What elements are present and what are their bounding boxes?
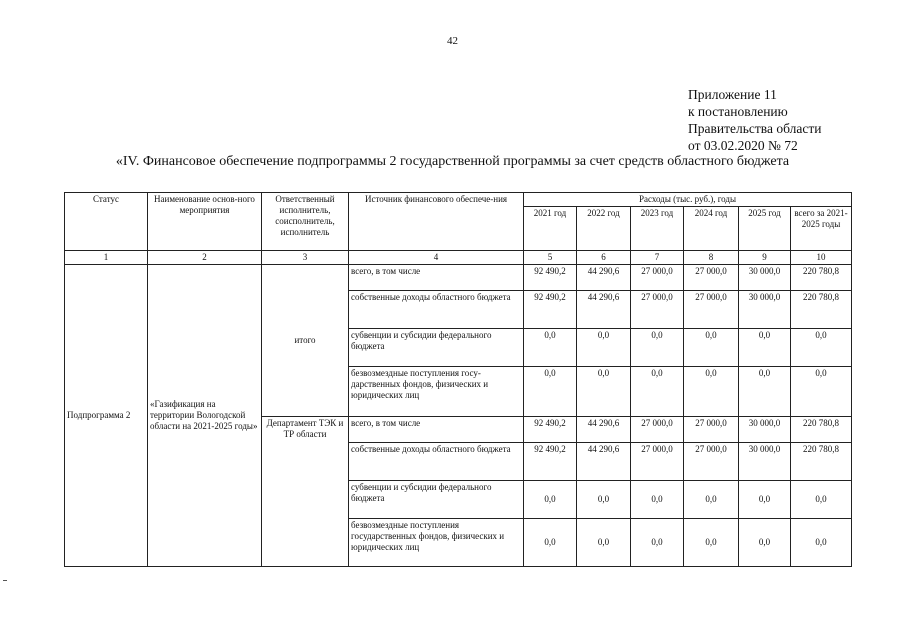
value-cell: 27 000,0 (684, 291, 739, 329)
source-cell: субвенции и субсидии федерального бюджета (349, 481, 524, 519)
value-cell: 30 000,0 (739, 417, 791, 443)
appendix-line: Приложение 11 (688, 87, 777, 102)
source-cell: всего, в том числе (349, 417, 524, 443)
value-cell: 0,0 (739, 367, 791, 417)
header-total: всего за 2021-2025 годы (791, 207, 852, 251)
value-cell: 0,0 (524, 367, 577, 417)
value-cell: 0,0 (684, 481, 739, 519)
value-cell: 0,0 (684, 519, 739, 567)
value-cell: 27 000,0 (684, 417, 739, 443)
table-row (65, 265, 852, 291)
source-cell: безвозмездные поступления государственных фондов, физических и юридических лиц (349, 519, 524, 567)
value-cell: 0,0 (524, 519, 577, 567)
value-cell: 27 000,0 (631, 291, 684, 329)
value-cell: 0,0 (631, 367, 684, 417)
column-number: 8 (684, 251, 739, 265)
value-cell: 0,0 (791, 481, 852, 519)
value-cell: 0,0 (577, 519, 631, 567)
column-number: 7 (631, 251, 684, 265)
budget-table (64, 192, 852, 567)
value-cell: 0,0 (631, 519, 684, 567)
value-cell: 30 000,0 (739, 291, 791, 329)
value-cell: 0,0 (684, 329, 739, 367)
header-year-2023: 2023 год (631, 207, 684, 251)
header-expenses: Расходы (тыс. руб.), годы (524, 193, 852, 207)
value-cell: 92 490,2 (524, 443, 577, 481)
value-cell: 0,0 (631, 481, 684, 519)
header-year-2025: 2025 год (739, 207, 791, 251)
header-year-2024: 2024 год (684, 207, 739, 251)
value-cell: 44 290,6 (577, 265, 631, 291)
column-number: 3 (262, 251, 349, 265)
value-cell: 0,0 (577, 481, 631, 519)
value-cell: 27 000,0 (684, 443, 739, 481)
value-cell: 220 780,8 (791, 417, 852, 443)
appendix-line: к постановлению (688, 104, 788, 119)
source-cell: безвозмездные поступления госу-дарственных фондов, физических и юридических лиц (349, 367, 524, 417)
column-number: 4 (349, 251, 524, 265)
measure-cell: «Газификация на территории Вологодской области на 2021-2025 годы» (148, 265, 262, 567)
value-cell: 27 000,0 (631, 443, 684, 481)
value-cell: 27 000,0 (631, 265, 684, 291)
value-cell: 0,0 (524, 481, 577, 519)
value-cell: 0,0 (577, 329, 631, 367)
value-cell: 0,0 (631, 329, 684, 367)
value-cell: 0,0 (739, 329, 791, 367)
value-cell: 44 290,6 (577, 443, 631, 481)
value-cell: 44 290,6 (577, 291, 631, 329)
source-cell: всего, в том числе (349, 265, 524, 291)
value-cell: 220 780,8 (791, 265, 852, 291)
page-number: 42 (447, 35, 458, 47)
header-status: Статус (65, 193, 148, 251)
value-cell: 30 000,0 (739, 443, 791, 481)
value-cell: 0,0 (524, 329, 577, 367)
header-year-2021: 2021 год (524, 207, 577, 251)
value-cell: 220 780,8 (791, 291, 852, 329)
appendix-line: от 03.02.2020 № 72 (688, 138, 798, 153)
value-cell: 92 490,2 (524, 291, 577, 329)
header-measure: Наименование основ-ного мероприятия (148, 193, 262, 251)
header-source: Источник финансового обеспече-ния (349, 193, 524, 251)
value-cell: 0,0 (791, 367, 852, 417)
section-title: «IV. Финансовое обеспечение подпрограммы 2 государственной программы за счет средств областного бюджета (115, 154, 790, 169)
column-number: 1 (65, 251, 148, 265)
scan-mark (3, 580, 7, 581)
column-number: 10 (791, 251, 852, 265)
value-cell: 0,0 (577, 367, 631, 417)
value-cell: 0,0 (739, 481, 791, 519)
value-cell: 0,0 (791, 329, 852, 367)
value-cell: 0,0 (791, 519, 852, 567)
value-cell: 44 290,6 (577, 417, 631, 443)
source-cell: субвенции и субсидии федерального бюджета (349, 329, 524, 367)
executor-cell: Департамент ТЭК и ТР области (262, 417, 349, 567)
status-cell: Подпрограмма 2 (65, 265, 148, 567)
appendix-line: Правительства области (688, 121, 822, 136)
value-cell: 92 490,2 (524, 417, 577, 443)
column-number: 9 (739, 251, 791, 265)
value-cell: 27 000,0 (684, 265, 739, 291)
source-cell: собственные доходы областного бюджета (349, 443, 524, 481)
column-number: 6 (577, 251, 631, 265)
column-number: 5 (524, 251, 577, 265)
value-cell: 0,0 (739, 519, 791, 567)
value-cell: 92 490,2 (524, 265, 577, 291)
appendix-block (688, 86, 821, 154)
value-cell: 0,0 (684, 367, 739, 417)
value-cell: 30 000,0 (739, 265, 791, 291)
value-cell: 27 000,0 (631, 417, 684, 443)
executor-cell: итого (262, 265, 349, 417)
source-cell: собственные доходы областного бюджета (349, 291, 524, 329)
column-number: 2 (148, 251, 262, 265)
value-cell: 220 780,8 (791, 443, 852, 481)
header-executor: Ответственный исполнитель, соисполнитель, исполнитель (262, 193, 349, 251)
header-year-2022: 2022 год (577, 207, 631, 251)
